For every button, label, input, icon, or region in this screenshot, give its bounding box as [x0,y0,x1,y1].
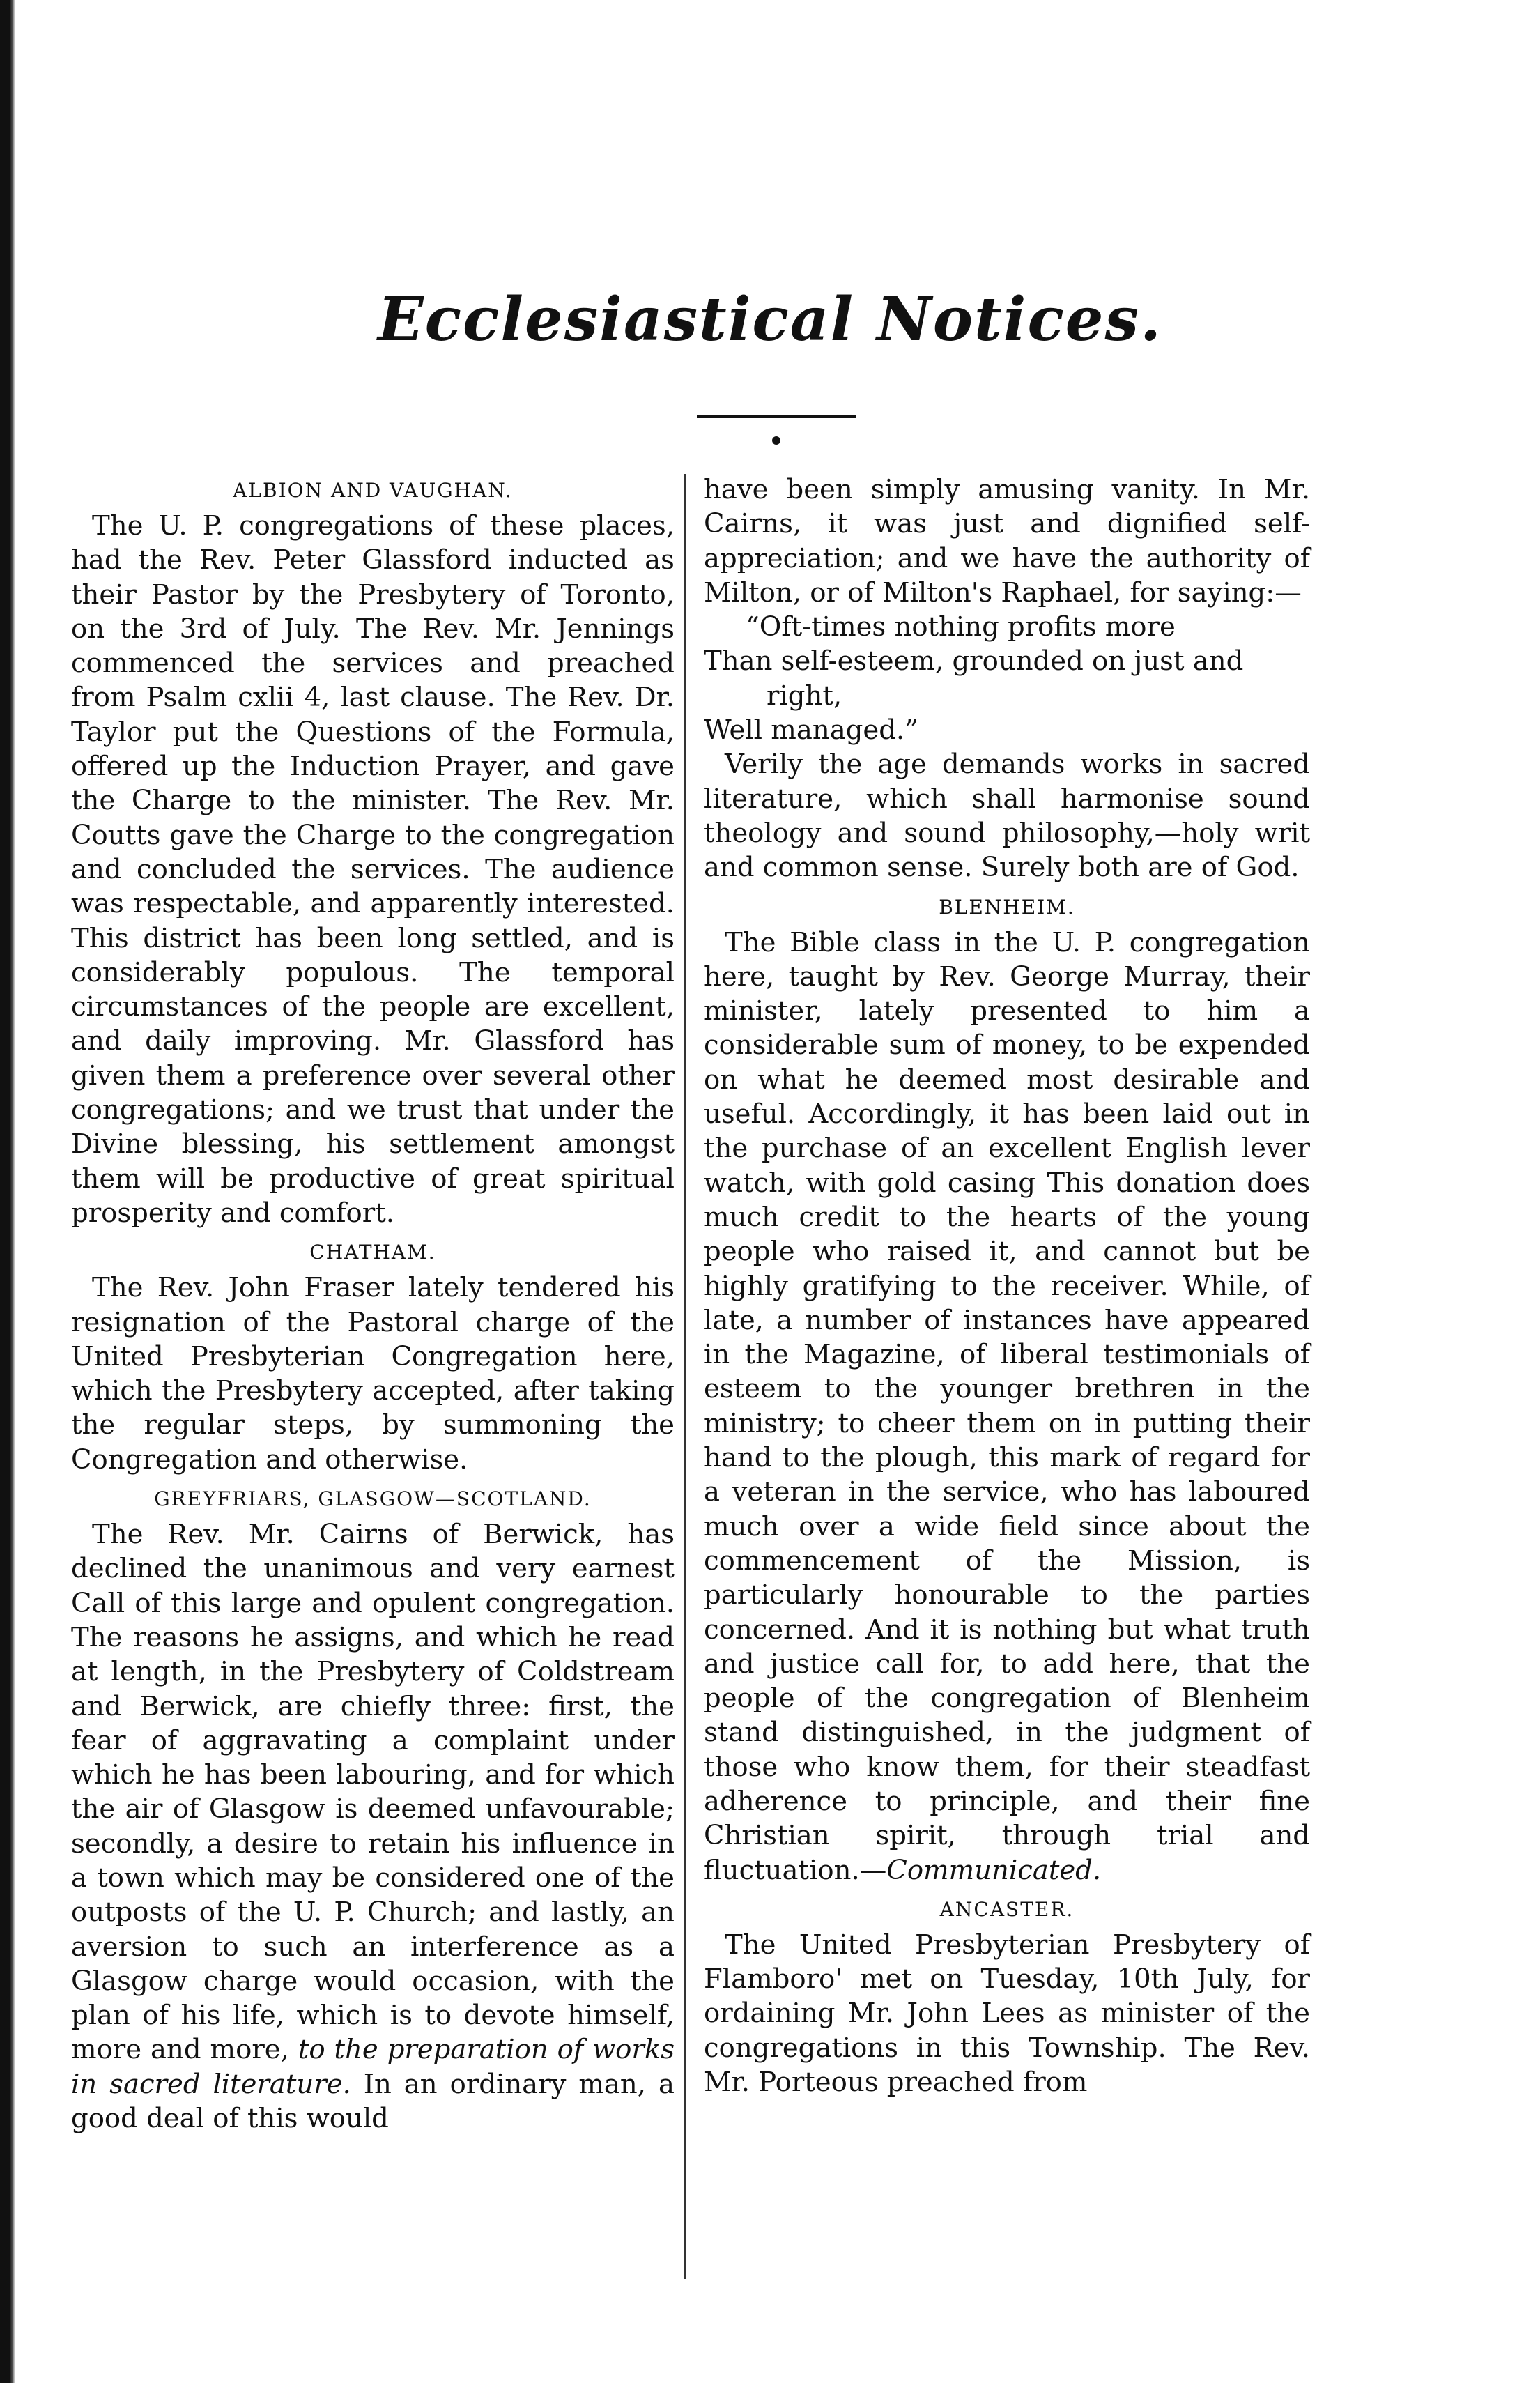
paragraph-greyfriars [71,1517,675,2136]
quotation-line-4: Well managed.” [704,714,918,746]
greyfriars-text-start: The Rev. Mr. Cairns of Berwick, has declined the unanimous and very earnest Call of this large and opulent congregation. The reasons he assigns, and which he read at length, in the Presbytery of Coldstream and Berwick, are chiefly three: first, the fear of aggravating a complaint under which he has been labouring, and for which the air of Glasgow is deemed unfavourable; secondly, a desire to retain his influence in a town which may be considered one of the outposts of the U. P. Church; and lastly, an aversion to such an interference as a Glasgow charge would occasion, with the plan of his life, which is to devote himself, more and more, [71,1519,675,2066]
heading-greyfriars: GREYFRIARS, GLASGOW—SCOTLAND. [154,1487,592,1511]
page-title: Ecclesiastical Notices. [378,284,1162,355]
column-divider [684,474,686,2279]
paragraph-blenheim [704,926,1310,1887]
greyfriars-text-italic: to the preparation of works in sacred literature. [71,2034,675,2100]
paragraph-greyfriars-continued: have been simply amusing vanity. In Mr. Cairns, it was just and dignified self-appreciation; and we have the authority of Milton, or of Milton's Raphael, for saying:— [704,474,1310,608]
greyfriars-text-end: In an ordinary man, a good deal of this would [71,2068,675,2135]
paragraph-albion-and-vaughan: The U. P. congregations of these places, had the Rev. Peter Glassford inducted as their Pastor by the Presbytery of Toronto, on the 3rd of July. The Rev. Mr. Jennings commenced the services and preached from Psalm cxlii 4, last clause. The Rev. Dr. Taylor put the Questions of the Formula, offered up the Induction Prayer, and gave the Charge to the minister. The Rev. Mr. Coutts gave the Charge to the congregation and concluded the services. The audience was respectable, and apparently interested. This district has been long settled, and is considerably populous. The temporal circumstances of the people are excellent, and daily improving. Mr. Glassford has given them a preference over several other congregations; and we trust that under the Divine blessing, his settlement amongst them will be productive of great spiritual prosperity and comfort. [71,510,675,1229]
paragraph-chatham: The Rev. John Fraser lately tendered his resignation of the Pastoral charge of the United Presbyterian Congregation here, which the Presbytery accepted, after taking the regular steps, by summoning the Congregation and otherwise. [71,1272,675,1476]
quotation-line-3: right, [767,680,842,712]
title-rule [697,415,856,418]
blenheim-signature: Communicated. [886,1854,1102,1886]
paragraph-greyfriars-conclusion: Verily the age demands works in sacred literature, which shall harmonise sound theology and sound philosophy,—holy writ and common sense. Surely both are of God. [704,749,1310,884]
title-ornament-dot [772,436,780,445]
paragraph-ancaster: The United Presbyterian Presbytery of Flamboro' met on Tuesday, 10th July, for ordaining Mr. John Lees as minister of the congregations in this Township. The Rev. Mr. Porteous preached from [704,1929,1310,2099]
left-column [71,473,675,2136]
blenheim-text: The Bible class in the U. P. congregation here, taught by Rev. George Murray, their minister, lately presented to him a considerable sum of money, to be expended on what he deemed most desirable and useful. Accordingly, it has been laid out in the purchase of an excellent English lever watch, with gold casing This donation does much credit to the hearts of the young people who raised it, and cannot but be highly gratifying to the receiver. While, of late, a number of instances have appeared in the Magazine, of liberal testimonials of esteem to the younger brethren in the ministry; to cheer them on in putting their hand to the plough, this mark of regard for a veteran in the service, who has laboured much over a wide field since about the commencement of the Mission, is particularly honourable to the parties concerned. And it is nothing but what truth and justice call for, to add here, that the people of the congregation of Blenheim stand distinguished, in the judgment of those who know them, for their steadfast adherence to principle, and their fine Christian spirit, through trial and fluctuation.— [704,926,1310,1886]
right-column [704,473,1310,2099]
heading-albion-and-vaughan: ALBION AND VAUGHAN. [233,479,513,502]
quotation-line-1: “Oft-times nothing profits more [746,611,1176,643]
heading-blenheim: BLENHEIM. [939,895,1075,919]
heading-ancaster: ANCASTER. [939,1897,1075,1921]
milton-quotation [704,610,1310,747]
quotation-line-2: Than self-esteem, grounded on just and [704,645,1244,677]
page-edge-shadow [0,0,15,2383]
heading-chatham: CHATHAM. [309,1241,436,1264]
